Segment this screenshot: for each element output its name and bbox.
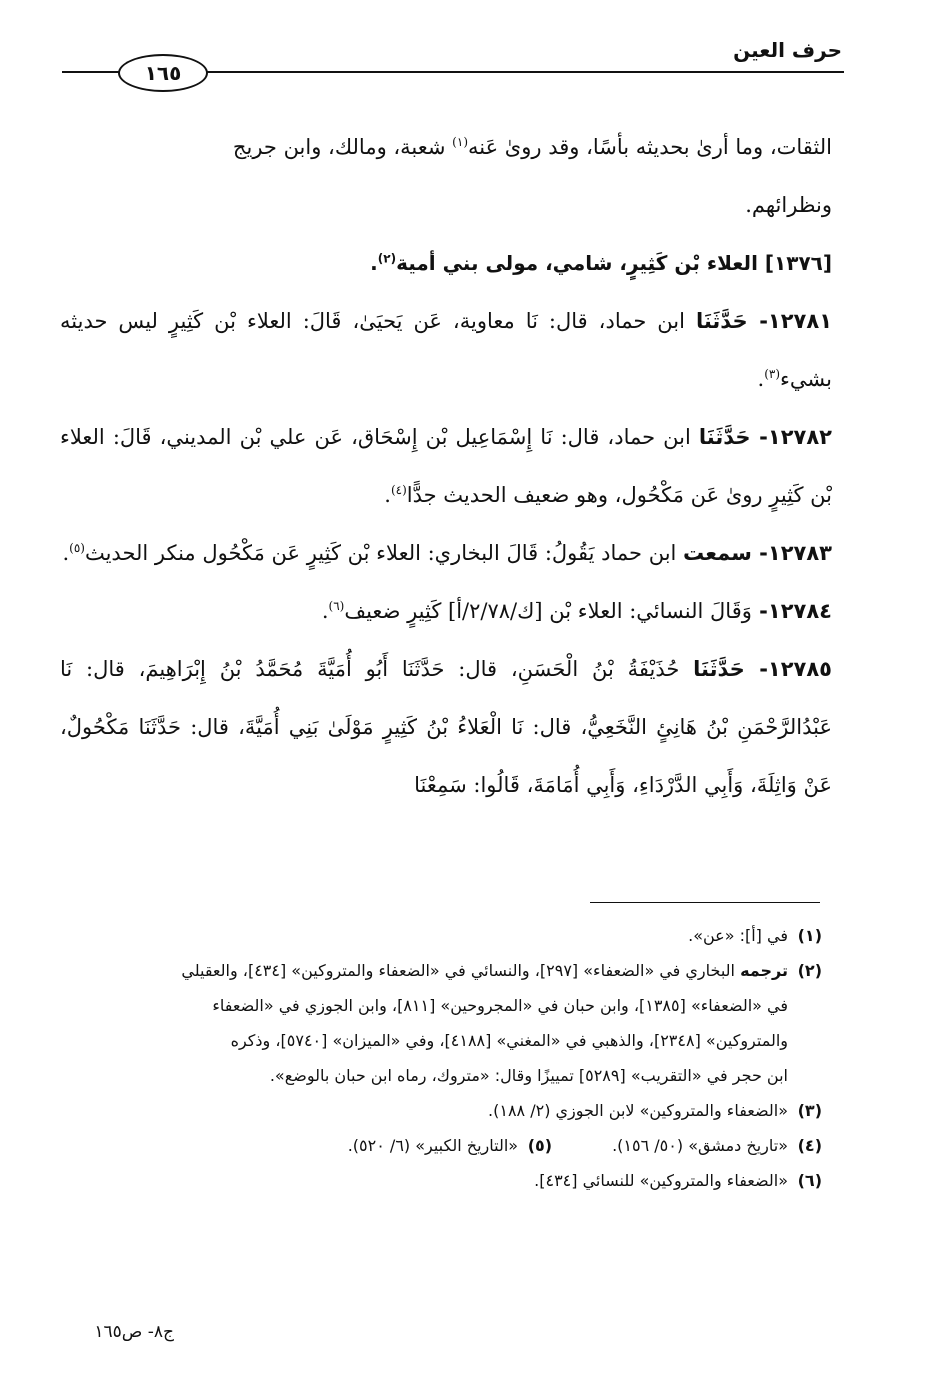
footnote-ref: (٦): [328, 599, 345, 613]
narration-12782: ١٢٧٨٢- حَدَّثَنَا ابن حماد، قال: نَا إِسْمَاعِيل بْن إِسْحَاق، عَن علي بْن المديني، قَالَ: العلاء بْن كَثِيرٍ روىٰ عَن مَكْحُول، وهو ضعيف الحديث جدًّا$^{(٤)}$.: [60, 425, 832, 507]
footnote-1: (١)في [أ]: «عن».: [688, 926, 822, 945]
running-title: حرف العين: [733, 38, 842, 62]
footnotes: (١)في [أ]: «عن». (٢)ترجمه البخاري في «الضعفاء» [٢٩٧]، والنسائي في «الضعفاء والمتروكين» [٤٣٤]، والعقيلي في «الضعفاء» [١٣٨٥]، وابن حبان في «المجروحين» [٨١١]، وابن الجوزي في «الضعفاء والمتروكين» [٢٣٤٨]، والذهبي في «المغني» [٤١٨٨]، وفي «الميزان» [٥٧٤٠]، وذكره ابن حجر في «التقريب» [٥٢٨٩] تمييزًا وقال: «متروك، رماه ابن حبان بالوضع». (٣)«الضعفاء والمتروكين» لابن الجوزي (٢/ ١٨٨). (٤)«تاريخ دمشق» (٥٠/ ١٥٦).(٥)«التاريخ الكبير» (٦/ ٥٢٠). (٦)«الضعفاء والمتروكين» للنسائي [٤٣٤].: [60, 918, 822, 1198]
footnote-3: (٣)«الضعفاء والمتروكين» لابن الجوزي (٢/ ١٨٨).: [488, 1101, 822, 1120]
narration-12784: ١٢٧٨٤- وَقَالَ النسائي: العلاء بْن [ك/٢/٧٨/أ] كَثِيرٍ ضعيف$^{(٦)}$.: [321, 599, 832, 623]
footnote-ref: (٢): [377, 251, 397, 266]
footnote-ref: (٤): [390, 483, 407, 497]
footnote-rule: [590, 902, 820, 903]
footnote-ref: (٥): [69, 541, 85, 555]
main-text: [60, 118, 832, 814]
entry-number: [١٣٧٦]: [764, 251, 832, 275]
footnote-2: (٢)ترجمه البخاري في «الضعفاء» [٢٩٧]، والنسائي في «الضعفاء والمتروكين» [٤٣٤]، والعقيلي: [181, 961, 822, 980]
entry-heading: [١٣٧٦] العلاء بْن كَثِيرٍ، شامي، مولى بني أمية$^{(٢)}$.: [370, 251, 832, 275]
footnote-ref: (١): [452, 135, 468, 149]
narration-12785: ١٢٧٨٥- حَدَّثَنَا حُذَيْفَةُ بْنُ الْحَسَنِ، قال: حَدَّثَنَا أَبُو أُمَيَّةَ مُحَمَّدُ بْنُ إِبْرَاهِيمَ، قال: نَا عَبْدُالرَّحْمَنِ بْنُ هَانِئٍ النَّخَعِيُّ، قال: نَا الْعَلاءُ بْنُ كَثِيرٍ مَوْلَىٰ بَنِي أُمَيَّةَ، قال: حَدَّثَنَا مَكْحُولٌ، عَنْ وَاثِلَةَ، وَأَبِي الدَّرْدَاءِ، وَأَبِي أُمَامَةَ، قَالُوا: سَمِعْنَا: [60, 657, 832, 797]
volume-page-signature: ج٨- ص١٦٥: [94, 1322, 174, 1342]
entry-title: العلاء بْن كَثِيرٍ، شامي، مولى بني أمية: [396, 251, 765, 275]
narration-12781: ١٢٧٨١- حَدَّثَنَا ابن حماد، قال: نَا معاوية، عَن يَحيَىٰ، قَالَ: العلاء بْن كَثِيرٍ ليس حديثه بشيء$^{(٣)}$.: [60, 309, 833, 391]
narration-12783: ١٢٧٨٣- سمعت ابن حماد يَقُولُ: قَالَ البخاري: العلاء بْن كَثِيرٍ عَن مَكْحُول منكر الحديث$^{(٥)}$.: [62, 541, 832, 565]
footnote-ref: (٣): [764, 367, 781, 381]
paragraph-continuation: الثقات، وما أرىٰ بحديثه بأسًا، وقد روىٰ عَنه$^{(١)}$ شعبة، ومالك، وابن جريج ونظرائهم.: [232, 135, 832, 217]
footnote-4-5: (٤)«تاريخ دمشق» (٥٠/ ١٥٦).(٥)«التاريخ الكبير» (٦/ ٥٢٠).: [347, 1136, 822, 1155]
footnote-6: (٦)«الضعفاء والمتروكين» للنسائي [٤٣٤].: [534, 1171, 822, 1190]
page-number: ١٦٥: [118, 54, 208, 92]
